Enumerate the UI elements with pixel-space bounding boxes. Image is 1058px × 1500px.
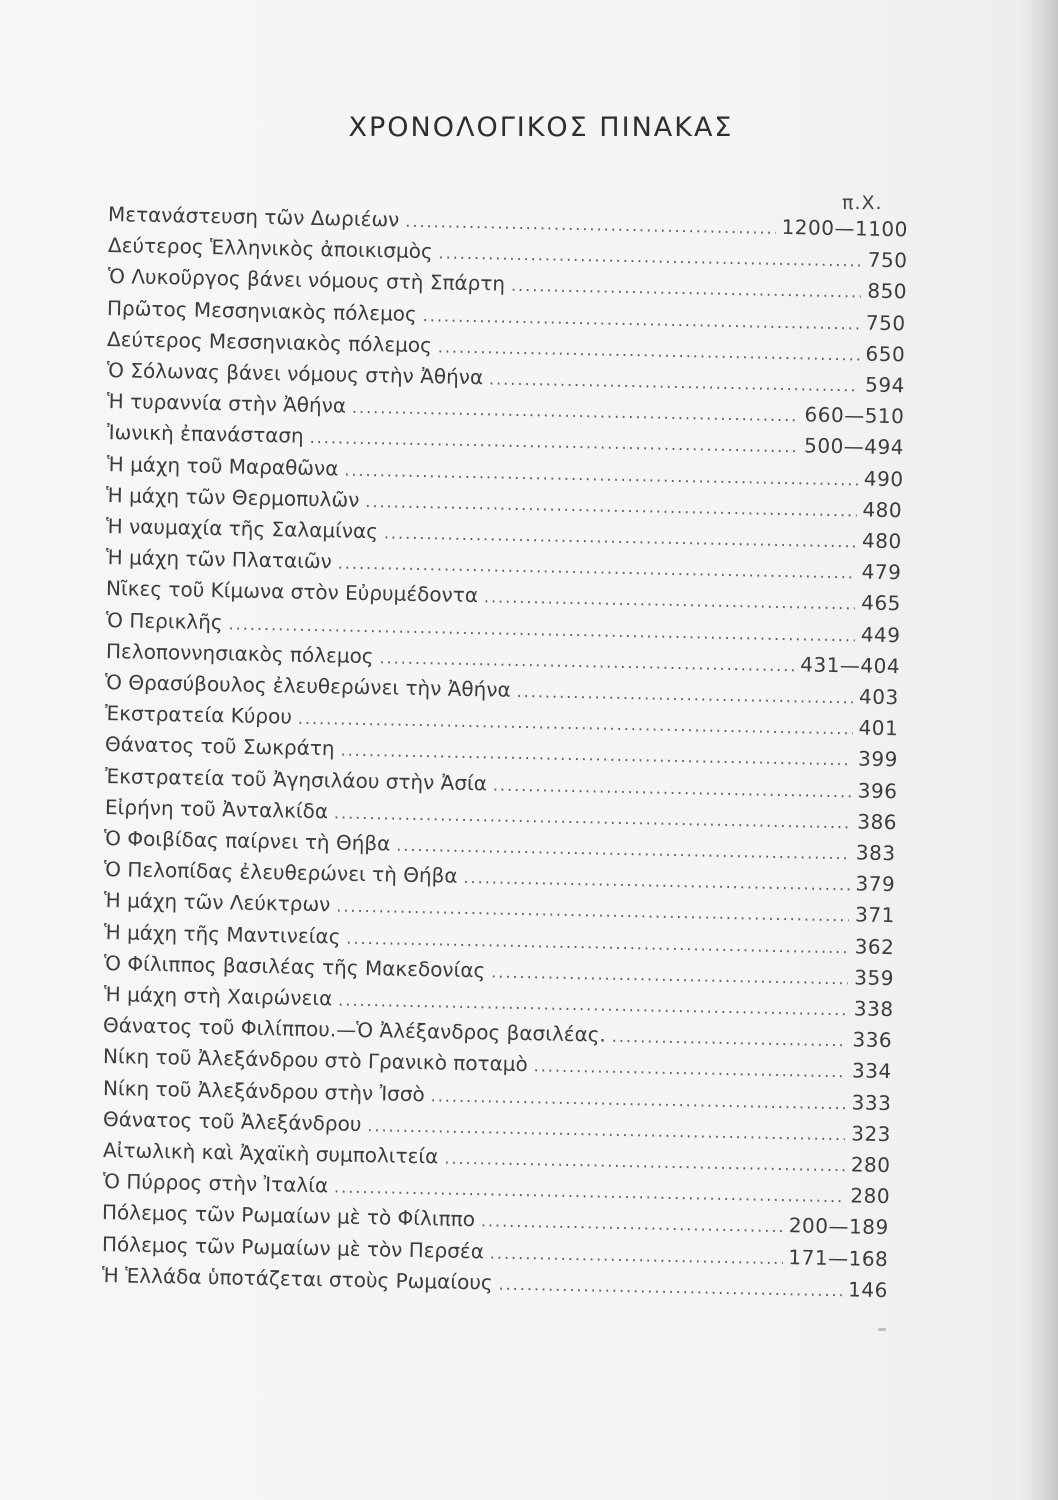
- event-date: 200—189: [788, 1213, 890, 1240]
- event-name: Ὁ Περικλῆς: [105, 607, 223, 634]
- print-speck: [878, 1328, 886, 1331]
- event-name: Ἡ μάχη στὴ Χαιρώνεια: [103, 982, 333, 1011]
- event-date: 449: [860, 622, 901, 647]
- event-name: Ὁ Φίλιππος βασιλέας τῆς Μακεδονίας: [103, 950, 486, 983]
- event-name: Ἡ μάχη τῶν Λεύκτρων: [103, 888, 331, 917]
- dot-leader: [490, 1239, 783, 1273]
- event-name: Πόλεμος τῶν Ρωμαίων μὲ τὸ Φίλιππο: [102, 1200, 476, 1232]
- event-name: Ἡ ναυμαχία τῆς Σαλαμίνας: [106, 514, 379, 544]
- event-date: 500—494: [803, 433, 904, 460]
- event-date: 403: [859, 684, 900, 710]
- event-name: Ἡ τυραννία στὴν Ἀθήνα: [106, 389, 347, 418]
- event-date: 383: [856, 840, 897, 866]
- dot-leader: [498, 1270, 842, 1305]
- event-date: 379: [855, 871, 896, 897]
- event-date: 480: [862, 528, 903, 554]
- dot-leader: [510, 272, 861, 307]
- event-name: Νῖκες τοῦ Κίμωνα στὸν Εὐρυμέδοντα: [105, 576, 479, 608]
- event-name: Ἡ μάχη τῶν Πλαταιῶν: [105, 545, 333, 574]
- event-date: 594: [865, 372, 906, 398]
- event-name: Θάνατος τοῦ Σωκράτη: [104, 732, 335, 761]
- event-name: Νίκη τοῦ Ἀλεξάνδρου στὴν Ἰσσὸ: [102, 1075, 426, 1106]
- event-name: Δεύτερος Μεσσηνιακὸς πόλεμος: [107, 326, 433, 358]
- dot-leader: [534, 1053, 847, 1087]
- event-date: 431—404: [799, 652, 900, 679]
- event-name: Ὁ Σόλωνας βάνει νόμους στὴν Ἀθήνα: [106, 358, 484, 390]
- event-name: Δεύτερος Ἑλληνικὸς ἀποικισμὸς: [107, 233, 433, 264]
- event-name: Ἡ Ἑλλάδα ὑποτάζεται στοὺς Ρωμαίους: [101, 1262, 493, 1295]
- event-date: 401: [858, 715, 899, 741]
- event-name: Θάνατος τοῦ Φιλίππου.—Ὁ Ἀλέξανδρος βασιλέας.: [103, 1013, 607, 1047]
- event-date: 490: [863, 466, 904, 491]
- event-name: Ἐκστρατεία Κύρου: [104, 701, 293, 729]
- event-name: Μετανάστευση τῶν Δωριέων: [107, 202, 400, 232]
- event-name: Πρῶτος Μεσσηνιακὸς πόλεμος: [107, 295, 418, 326]
- event-date: 399: [857, 746, 899, 772]
- event-date: 171—168: [788, 1244, 889, 1271]
- event-name: Νίκη τοῦ Ἀλεξάνδρου στὸ Γρανικὸ ποταμὸ: [103, 1044, 529, 1077]
- event-date: 280: [850, 1152, 891, 1178]
- event-date: 146: [847, 1277, 889, 1302]
- event-name: Ὁ Πύρρος στὴν Ἰταλία: [102, 1169, 328, 1198]
- event-name: Ἡ μάχη τῆς Μαντινείας: [103, 919, 341, 949]
- event-name: Ὁ Πελοπίδας ἐλευθερώνει τὴ Θήβα: [104, 857, 459, 888]
- event-date: 480: [862, 497, 903, 523]
- event-name: Ἐκστρατεία τοῦ Ἀγησιλάου στὴν Ἀσία: [104, 763, 488, 795]
- event-name: Πελοποννησιακὸς πόλεμος: [105, 638, 374, 668]
- event-date: 1200—1100: [781, 214, 909, 242]
- event-name: Εἰρήνη τοῦ Ἀνταλκίδα: [104, 794, 328, 824]
- event-date: 750: [866, 310, 907, 335]
- event-name: Θάνατος τοῦ Ἀλεξάνδρου: [102, 1106, 362, 1136]
- event-name: Αἰτωλικὴ καὶ Ἀχαϊκὴ συμπολιτεία: [102, 1138, 439, 1169]
- event-date: 280: [849, 1183, 890, 1209]
- event-name: Ὁ Λυκοῦργος βάνει νόμους στὴ Σπάρτη: [107, 264, 505, 297]
- event-date: 750: [867, 247, 908, 273]
- event-date: 479: [861, 559, 902, 585]
- page-title: ΧΡΟΝΟΛΟΓΙΚΟΣ ΠΙΝΑΚΑΣ: [348, 112, 734, 143]
- event-date: 465: [860, 590, 902, 616]
- event-name: Πόλεμος τῶν Ρωμαίων μὲ τὸν Περσέα: [101, 1231, 485, 1263]
- dot-leader: [481, 1208, 783, 1242]
- event-name: Ὁ Θρασύβουλος ἐλευθερώνει τὴν Ἀθήνα: [105, 670, 512, 702]
- event-date: 334: [852, 1058, 893, 1084]
- event-date: 850: [866, 278, 907, 304]
- event-date: 386: [856, 809, 897, 835]
- event-date: 650: [865, 341, 906, 367]
- event-name: Ἡ μάχη τῶν Θερμοπυλῶν: [106, 482, 361, 512]
- event-date: 323: [850, 1121, 892, 1146]
- event-date: 359: [853, 965, 894, 990]
- event-name: Ἡ μάχη τοῦ Μαραθῶνα: [106, 451, 339, 481]
- event-name: Ὁ Φοιβίδας παίρνει τὴ Θήβα: [104, 826, 392, 856]
- era-label: π.Χ.: [842, 192, 883, 214]
- dot-leader: [612, 1023, 847, 1055]
- event-name: Ἰωνικὴ ἐπανάσταση: [106, 420, 304, 449]
- event-date: 371: [855, 902, 896, 928]
- event-date: 660—510: [804, 402, 905, 429]
- event-date: 396: [857, 778, 898, 803]
- event-date: 338: [853, 996, 894, 1022]
- event-date: 336: [852, 1027, 893, 1053]
- event-date: 333: [851, 1089, 892, 1115]
- event-date: 362: [854, 934, 895, 959]
